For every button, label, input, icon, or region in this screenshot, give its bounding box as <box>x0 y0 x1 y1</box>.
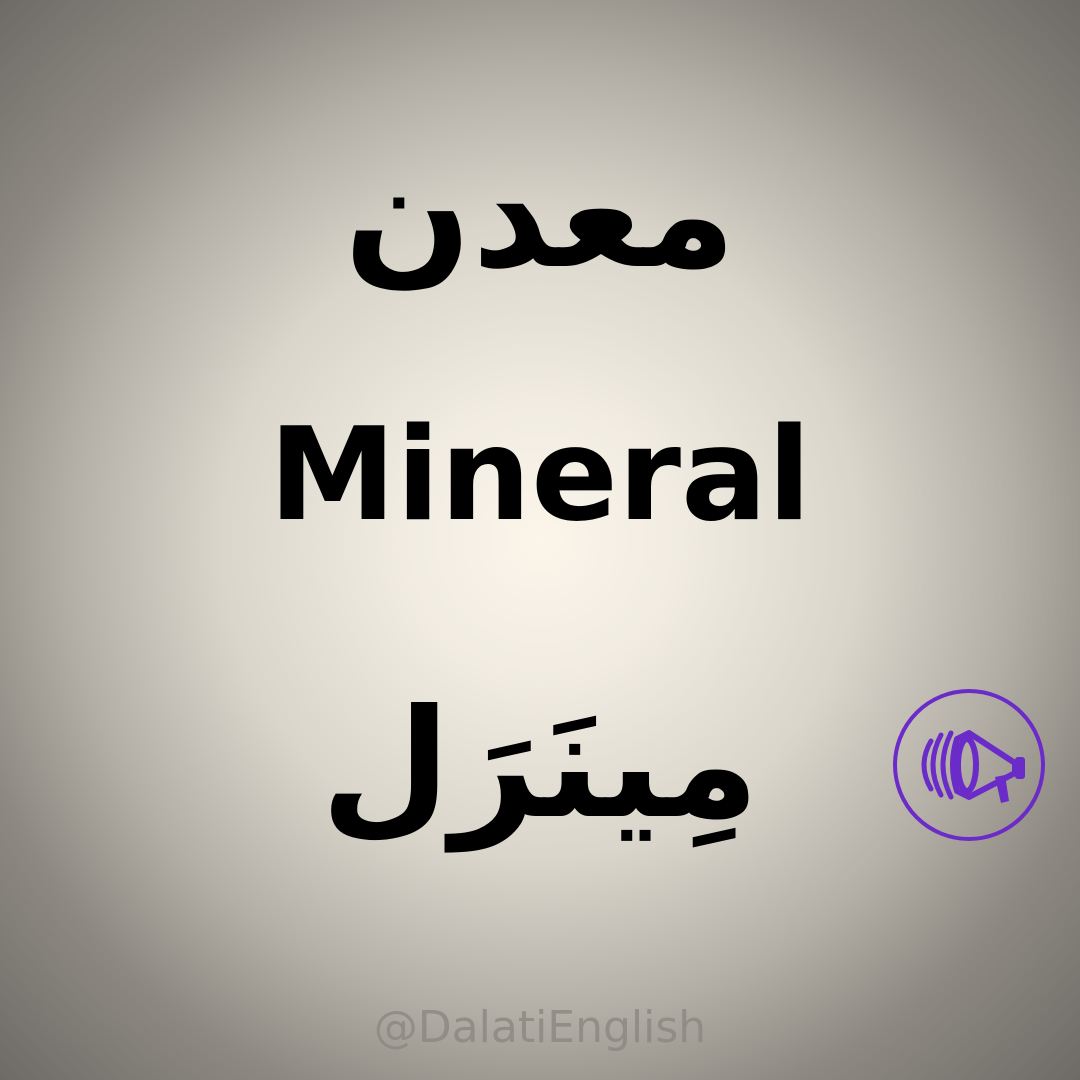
megaphone-icon <box>897 693 1049 845</box>
arabic-pronunciation: مِينَرَل <box>320 678 760 852</box>
arabic-translation: معدن <box>343 128 737 302</box>
english-word: Mineral <box>268 401 812 550</box>
watermark-handle: @DalatiEnglish <box>373 1002 707 1053</box>
play-audio-button[interactable] <box>893 689 1045 841</box>
